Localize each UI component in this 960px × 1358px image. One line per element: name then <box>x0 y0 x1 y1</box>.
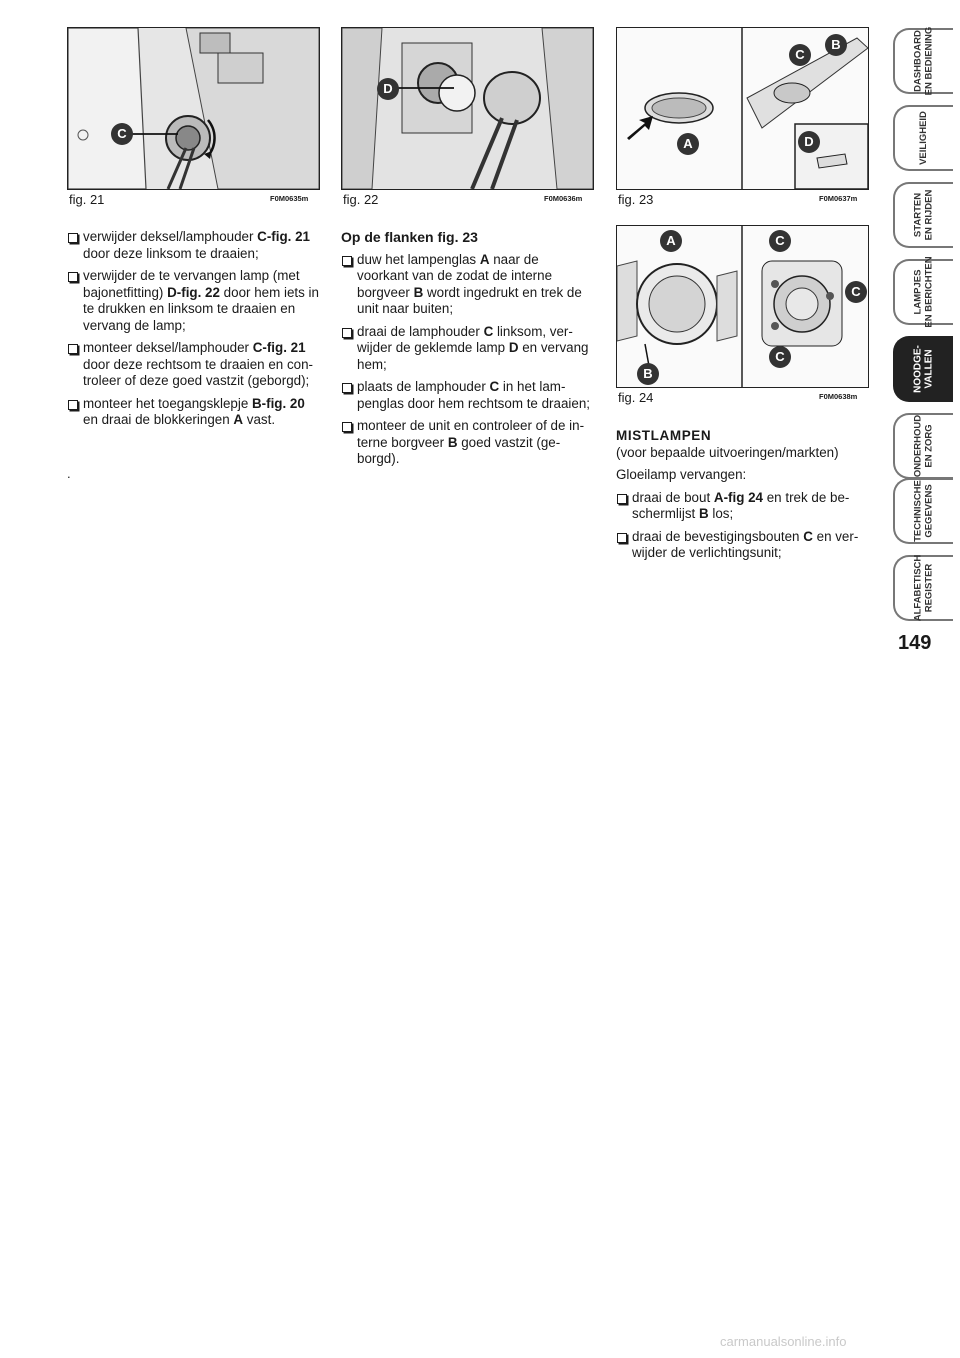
tab-alfabetisch[interactable] <box>893 555 953 621</box>
figure-24-label-C: C <box>769 346 791 368</box>
list-item: duw het lampenglas A naar de voorkant van de zodat de interne borgveer B wordt ingedrukt en trek de unit naar buiten; <box>341 252 593 318</box>
section-heading: Op de flanken fig. 23 <box>341 229 478 245</box>
list-item: draai de bout A-fig 24 en trek de be-schermlijst B los; <box>616 490 868 523</box>
section-title: MISTLAMPEN <box>616 428 712 443</box>
figure-21-label-C: C <box>111 123 133 145</box>
figure-23-label-B: B <box>825 34 847 56</box>
tab-noodgevallen[interactable] <box>893 336 953 402</box>
figure-23-code: F0M0637m <box>819 194 858 203</box>
list-item: plaats de lamphouder C in het lam-penglas door hem rechtsom te draaien; <box>341 379 593 412</box>
figure-22-illustration <box>342 28 593 189</box>
page-number: 149 <box>898 632 932 654</box>
tab-label: TECHNISCHE GEGEVENS <box>912 480 934 542</box>
tab-label: NOODGE- VALLEN <box>912 345 934 393</box>
figure-21-caption: fig. 21 <box>69 192 105 207</box>
column-2 <box>341 229 593 474</box>
watermark: carmanualsonline.info <box>720 1334 847 1349</box>
figure-22-code: F0M0636m <box>544 194 583 203</box>
list-item: verwijder deksel/lamphouder C-fig. 21 door deze linksom te draaien; <box>67 229 319 262</box>
list-item: draai de lamphouder C linksom, ver-wijder de geklemde lamp D en vervang hem; <box>341 324 593 374</box>
tab-technische[interactable] <box>893 478 953 544</box>
figure-23-label-C: C <box>789 44 811 66</box>
figure-24-illustration <box>617 226 868 387</box>
tab-label: ALFABETISCH REGISTER <box>912 554 934 622</box>
tab-label: ONDERHOUD EN ZORG <box>912 414 934 478</box>
figure-23-caption: fig. 23 <box>618 192 654 207</box>
figure-24-label-B: B <box>637 363 659 385</box>
figure-23 <box>616 27 869 190</box>
list-item: monteer deksel/lamphouder C-fig. 21 door deze rechtsom te draaien en con-troleer of deze goed vastzit (geborgd); <box>67 340 319 390</box>
column-3 <box>616 428 868 568</box>
figure-21-code: F0M0635m <box>270 194 309 203</box>
figure-23-label-D: D <box>798 131 820 153</box>
tab-label: VEILIGHEID <box>917 111 929 165</box>
list-item: verwijder de te vervangen lamp (met bajonetfitting) D-fig. 22 door hem iets in te drukken en linksom te draaien en vervang de lamp; <box>67 268 319 334</box>
tab-starten[interactable] <box>893 182 953 248</box>
figure-22 <box>341 27 594 190</box>
column-1 <box>67 229 319 435</box>
tab-dashboard[interactable] <box>893 28 953 94</box>
tab-lampjes[interactable] <box>893 256 953 328</box>
figure-22-caption: fig. 22 <box>343 192 379 207</box>
list-item: monteer het toegangsklepje B-fig. 20 en draai de blokkeringen A vast. <box>67 396 319 429</box>
figure-24-code: F0M0638m <box>819 392 858 401</box>
figure-21-illustration <box>68 28 319 189</box>
tab-veiligheid[interactable] <box>893 105 953 171</box>
figure-24-label-C: C <box>845 281 867 303</box>
figure-24 <box>616 225 869 388</box>
figure-24-caption: fig. 24 <box>618 390 654 405</box>
tab-onderhoud[interactable] <box>893 413 953 479</box>
tab-label: DASHBOARD EN BEDIENING <box>912 26 934 96</box>
list-item: monteer de unit en controleer of de in-terne borgveer B goed vastzit (ge-borgd). <box>341 418 593 468</box>
stray-dot: . <box>67 466 71 481</box>
intro-text: Gloeilamp vervangen: <box>616 467 747 482</box>
figure-22-label-D: D <box>377 78 399 100</box>
list-item: draai de bevestigingsbouten C en ver-wijder de verlichtingsunit; <box>616 529 868 562</box>
figure-21 <box>67 27 320 190</box>
figure-24-label-C: C <box>769 230 791 252</box>
figure-24-label-A: A <box>660 230 682 252</box>
section-subtitle: (voor bepaalde uitvoeringen/markten) <box>616 444 839 460</box>
tab-label: STARTEN EN RIJDEN <box>912 189 934 241</box>
figure-23-label-A: A <box>677 133 699 155</box>
tab-label: LAMPJES EN BERICHTEN <box>912 256 934 328</box>
